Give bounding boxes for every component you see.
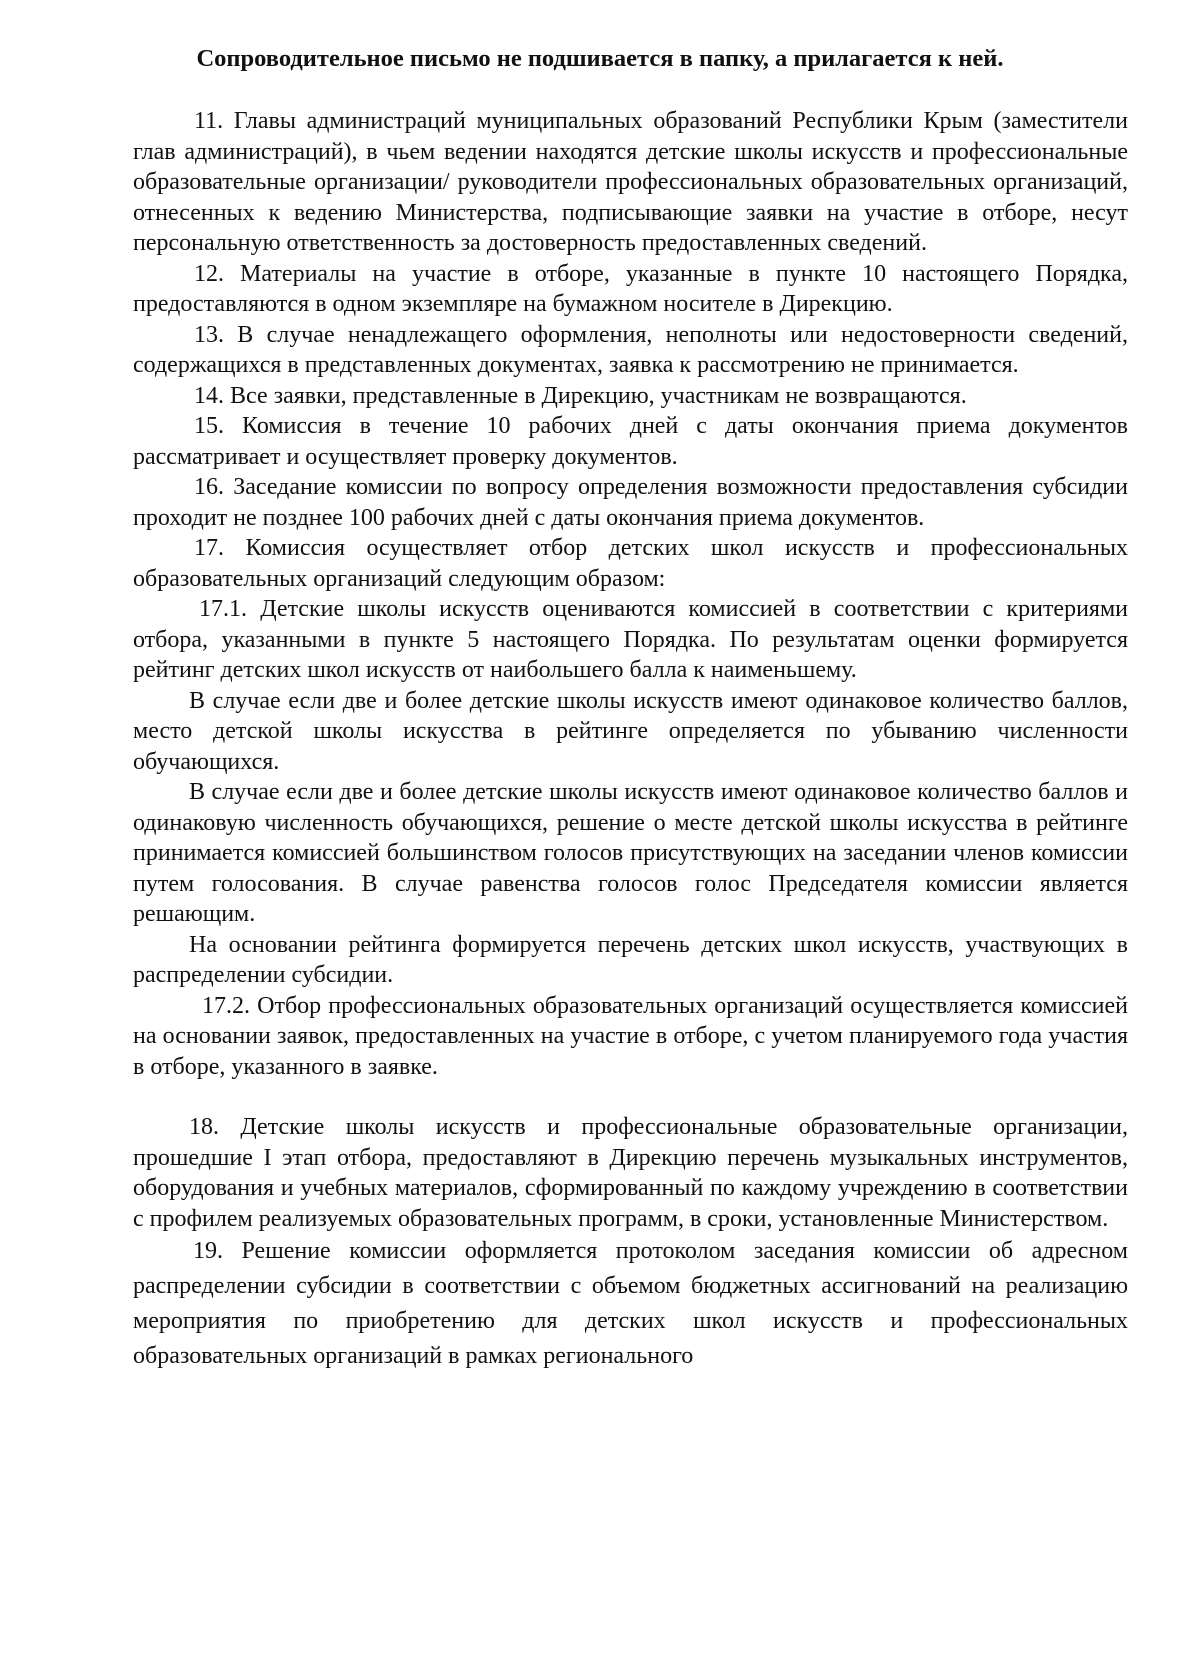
paragraph-17-1: 17.1. Детские школы искусств оцениваются комиссией в соответствии с критериями отбора, указанными в пункте 5 настоящего Порядка. По результатам оценки формируется рейтинг детских школ искусств от наибольшего балла к наименьшему.	[133, 596, 1128, 683]
paragraph-17-1-ties: В случае если две и более детские школы искусств имеют одинаковое количество баллов, место детской школы искусства в рейтинге определяется по убыванию численности обучающихся.	[133, 687, 1128, 775]
paragraph-17-1-list: На основании рейтинга формируется перечень детских школ искусств, участвующих в распределении субсидии.	[133, 931, 1128, 988]
paragraph-17-2: 17.2. Отбор профессиональных образовательных организаций осуществляется комиссией на основании заявок, предоставленных на участие в отборе, с учетом планируемого года участия в отборе, указанного в заявке.	[133, 992, 1128, 1080]
paragraph-12: 12. Материалы на участие в отборе, указанные в пункте 10 настоящего Порядка, предоставляются в одном экземпляре на бумажном носителе в Дирекцию.	[133, 260, 1128, 317]
paragraph-17-1-voting: В случае если две и более детские школы искусств имеют одинаковое количество баллов и одинаковую численность обучающихся, решение о месте детской школы искусства в рейтинге принимается комиссией большинством голосов присутствующих на заседании членов комиссии путем голосования. В случае равенства голосов голос Председателя комиссии является решающим.	[133, 779, 1128, 927]
document-body	[133, 106, 1128, 1374]
paragraph-14: 14. Все заявки, представленные в Дирекцию, участникам не возвращаются.	[194, 382, 967, 409]
paragraph-13: 13. В случае ненадлежащего оформления, неполноты или недостоверности сведений, содержащихся в представленных документах, заявка к рассмотрению не принимается.	[133, 321, 1128, 378]
document-header: Сопроводительное письмо не подшивается в папку, а прилагается к ней.	[196, 45, 1004, 72]
paragraph-16: 16. Заседание комиссии по вопросу определения возможности предоставления субсидии проходит не позднее 100 рабочих дней с даты окончания приема документов.	[133, 474, 1128, 531]
paragraph-19: 19. Решение комиссии оформляется протоколом заседания комиссии об адресном распределении субсидии в соответствии с объемом бюджетных ассигнований на реализацию мероприятия по приобретению для детских школ искусств и профессиональных образовательных организаций в рамках регионального	[133, 1238, 1128, 1369]
paragraph-18: 18. Детские школы искусств и профессиональные образовательные организации, прошедшие I этап отбора, предоставляют в Дирекцию перечень музыкальных инструментов, оборудования и учебных материалов, сформированный по каждому учреждению в соответствии с профилем реализуемых образовательных программ, в сроки, установленные Министерством.	[133, 1114, 1128, 1232]
paragraph-15: 15. Комиссия в течение 10 рабочих дней с даты окончания приема документов рассматривает и осуществляет проверку документов.	[133, 413, 1128, 470]
paragraph-17: 17. Комиссия осуществляет отбор детских школ искусств и профессиональных образовательных организаций следующим образом:	[133, 535, 1128, 592]
paragraph-11: 11. Главы администраций муниципальных образований Республики Крым (заместители глав администраций), в чьем ведении находятся детские школы искусств и профессиональные образовательные организации/ руководители профессиональных образовательных организаций, отнесенных к ведению Министерства, подписывающие заявки на участие в отборе, несут персональную ответственность за достоверность предоставленных сведений.	[133, 108, 1128, 256]
